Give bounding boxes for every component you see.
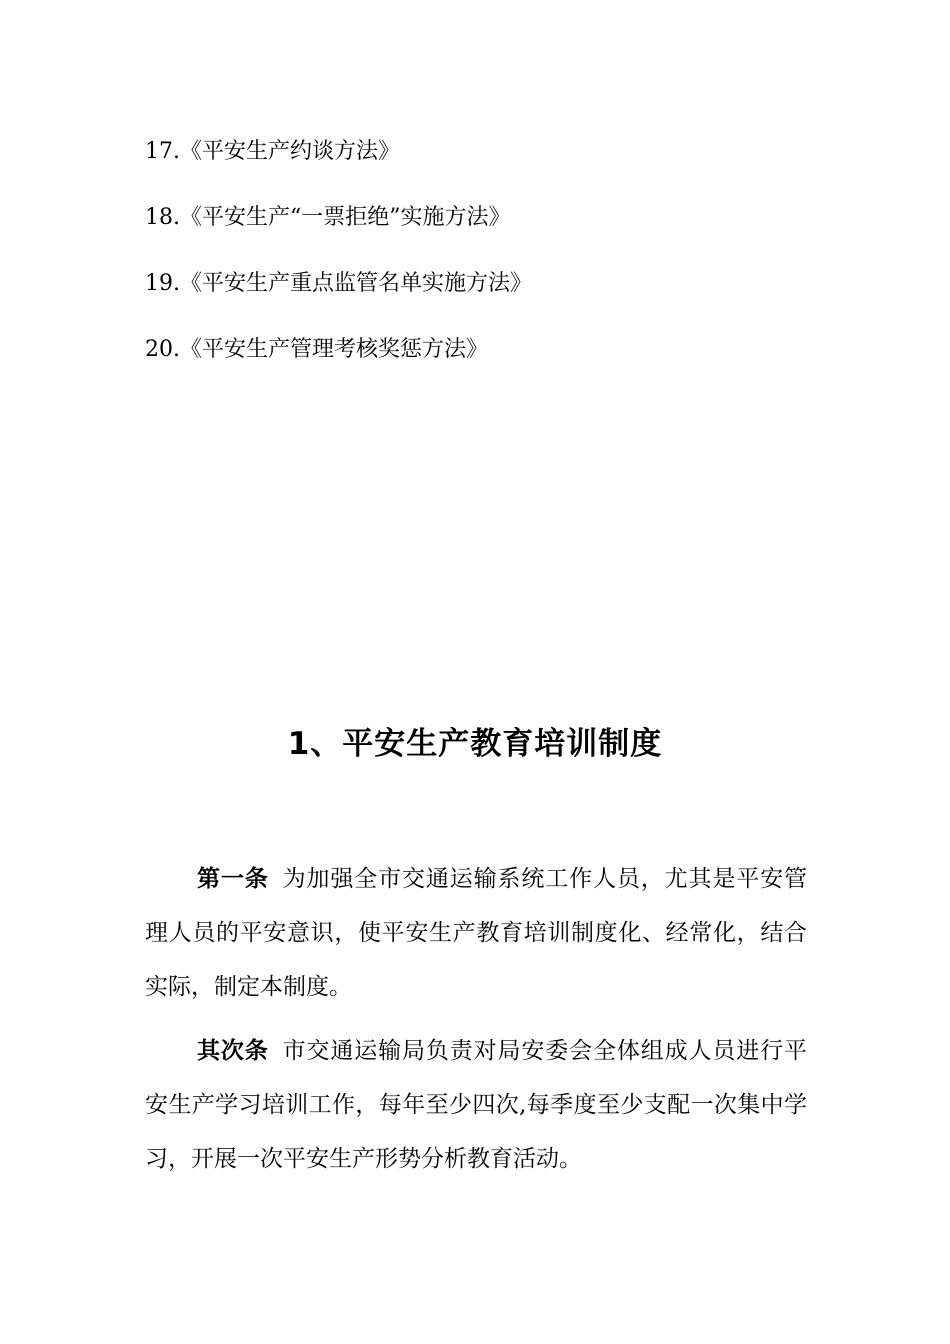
list-item: 17.《平安生产约谈方法》 — [145, 139, 400, 164]
regulation-list — [145, 134, 805, 398]
document-body — [145, 852, 807, 1196]
article-text: 为加强全市交通运输系统工作人员，尤其是平安管理人员的平安意识，使平安生产教育培训制度化、经常化，结合实际，制定本制度。 — [145, 866, 807, 1000]
article-text: 市交通运输局负责对局安委会全体组成人员进行平安生产学习培训工作，每年至少四次,每季度至少支配一次集中学习，开展一次平安生产形势分析教育活动。 — [145, 1038, 807, 1172]
article-paragraph — [145, 852, 807, 1014]
article-label: 其次条 — [197, 1038, 269, 1064]
section-title: 1、平安生产教育培训制度 — [287, 726, 663, 762]
article-paragraph — [145, 1024, 807, 1186]
list-item: 18.《平安生产“一票拒绝”实施方法》 — [145, 205, 511, 230]
list-item: 20.《平安生产管理考核奖惩方法》 — [145, 337, 488, 362]
article-label: 第一条 — [197, 866, 269, 892]
list-item: 19.《平安生产重点监管名单实施方法》 — [145, 271, 532, 296]
